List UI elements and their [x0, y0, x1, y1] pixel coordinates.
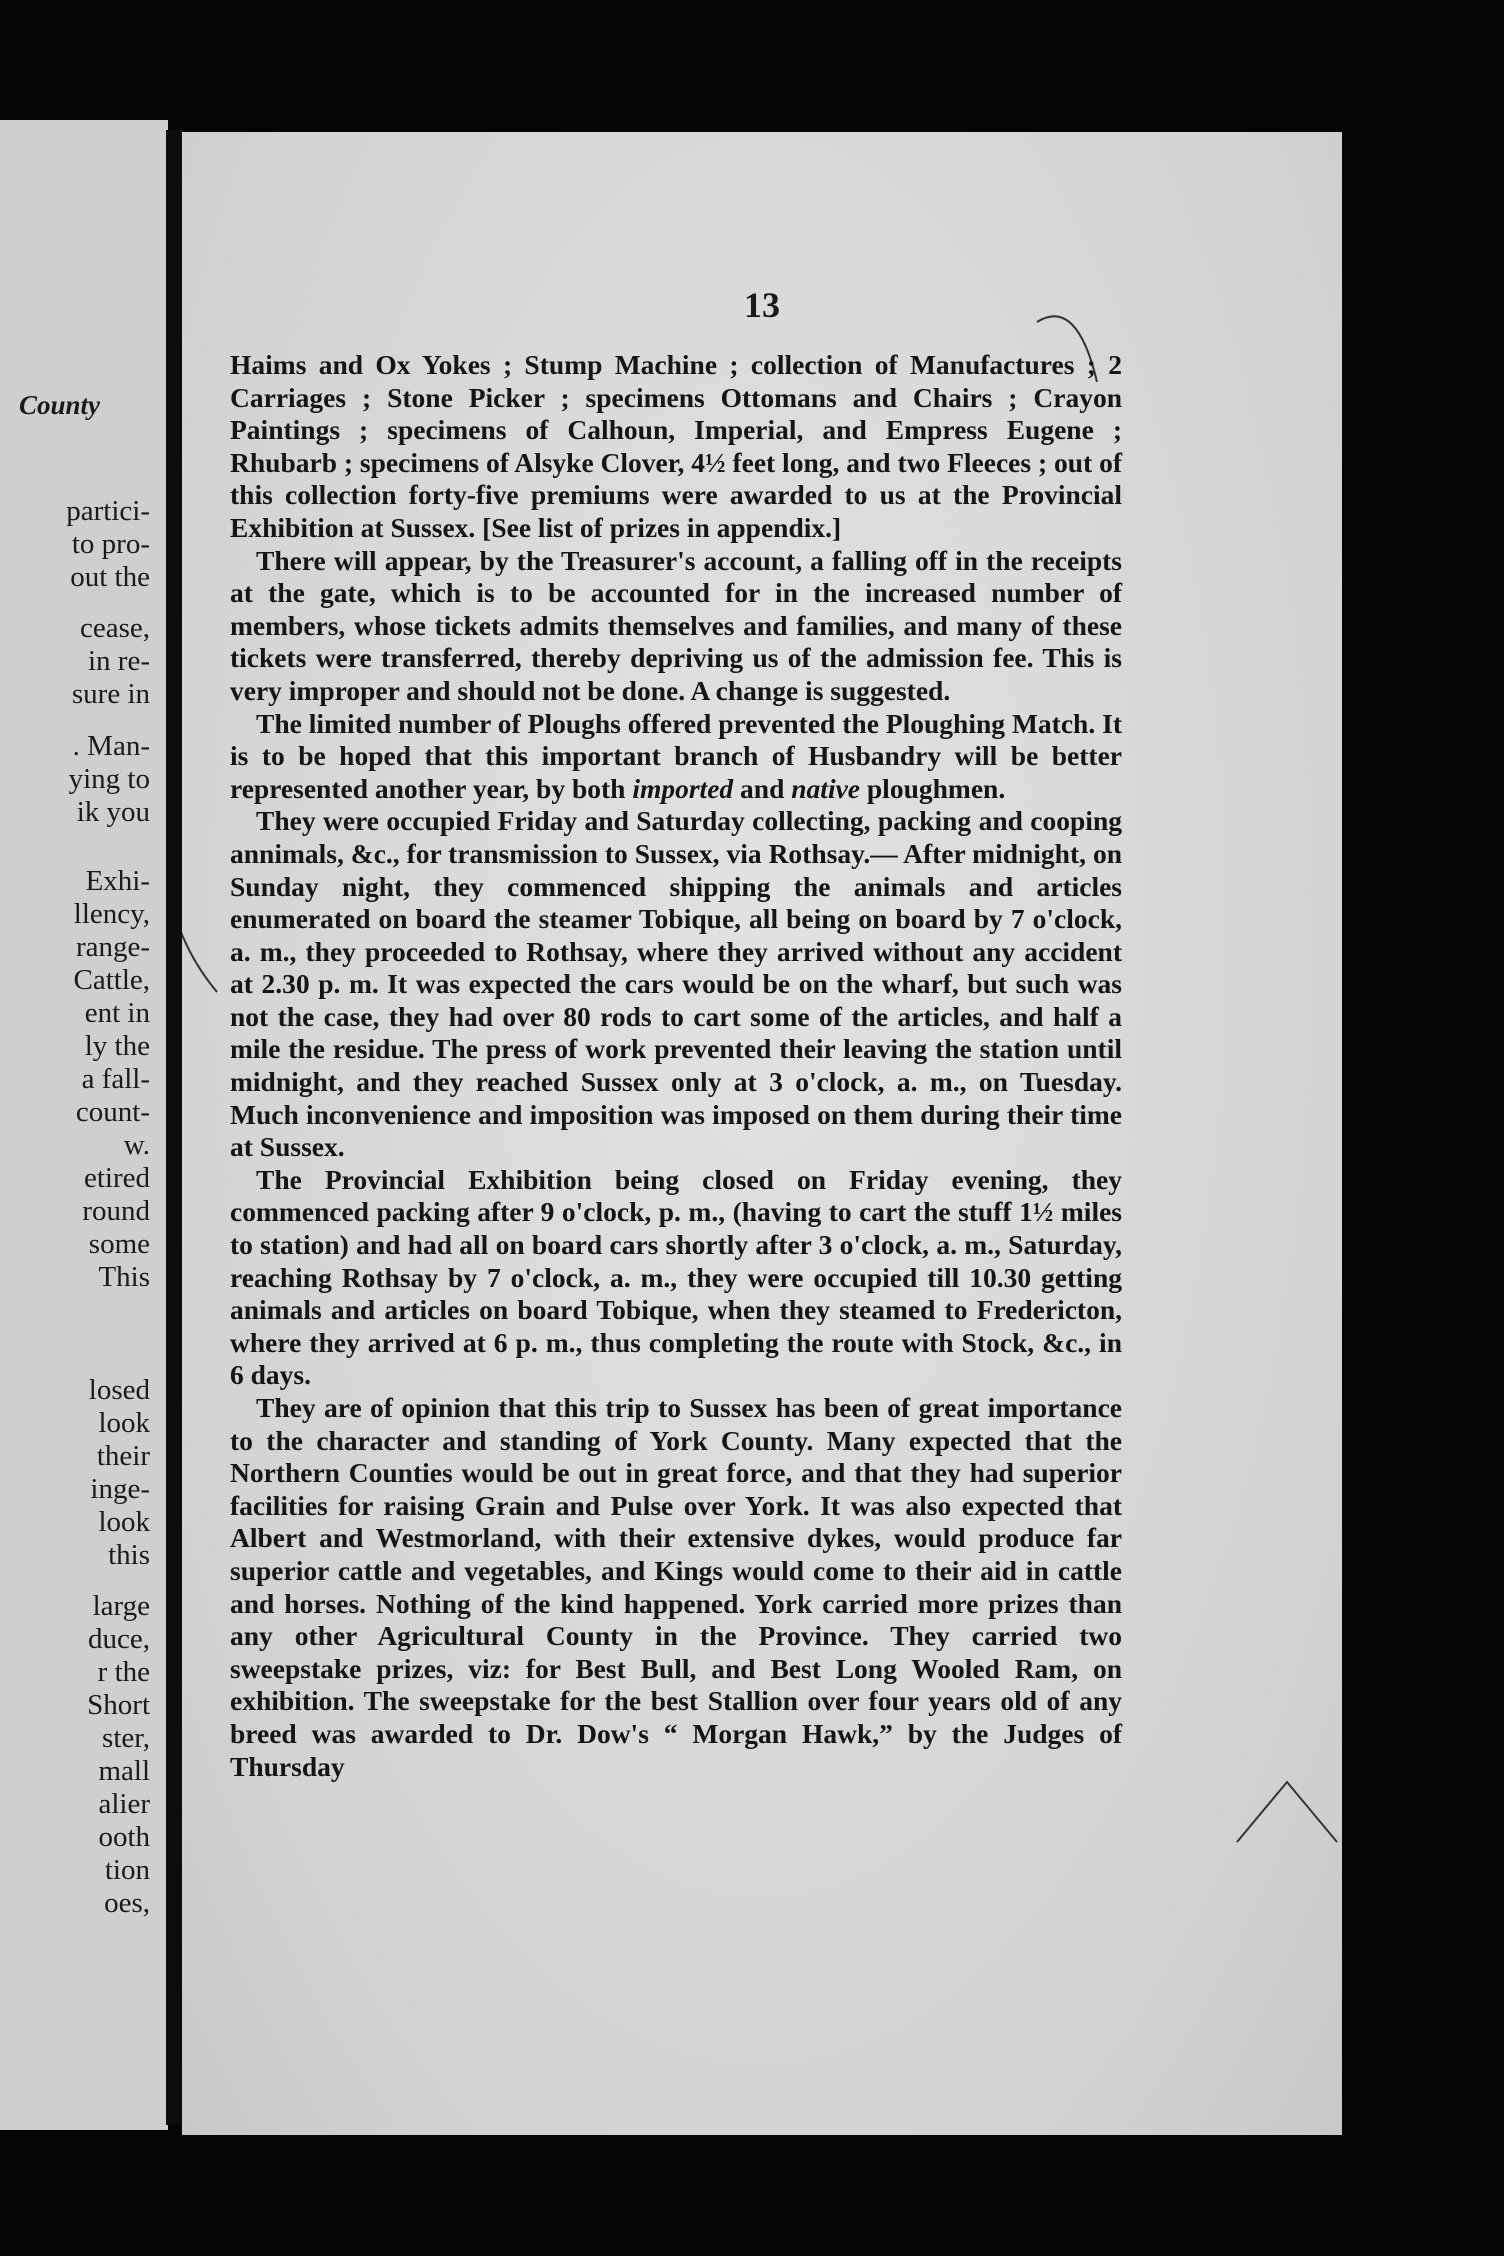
left-page-line: alier — [98, 1788, 150, 1820]
italic-word: native — [791, 772, 861, 804]
paragraph-text: ploughmen. — [860, 772, 1006, 804]
left-page-line: ent in — [84, 997, 150, 1029]
left-page-line: llency, — [73, 898, 150, 930]
left-page-line: Exhi- — [85, 865, 150, 897]
left-page-line: ooth — [98, 1821, 150, 1853]
paragraph: They are of opinion that this trip to Sussex has been of great importance to the character and standing of York County. Many expected that the Northern Counties would be out in great force, and that they had superior facilities for raising Grain and Pulse over York. It was also expected that Albert and Westmorland, with their extensive dykes, would produce far superior cattle and vegetables, and Kings would come to their aid in cattle and horses. Nothing of the kind happened. York carried more prizes than any other Agricultural County in the Province. They carried two sweepstake prizes, viz: for Best Bull, and Best Long Wooled Ram, on exhibition. The sweepstake for the best Stallion over four years old of any breed was awarded to Dr. Dow's “ Morgan Hawk,” by the Judges of Thursday — [230, 1392, 1122, 1782]
paragraph — [230, 708, 1122, 806]
pencil-mark — [1232, 1772, 1342, 1862]
left-page-line: etired — [83, 1162, 150, 1194]
left-page-line: Cattle, — [73, 964, 150, 996]
left-page-line: some — [88, 1228, 150, 1260]
left-page-line: partici- — [66, 495, 150, 527]
left-page-fragment — [0, 120, 168, 2130]
left-page-line: count- — [75, 1096, 150, 1128]
left-page-line: oes, — [104, 1887, 150, 1919]
left-page-line: round — [82, 1195, 150, 1227]
pencil-mark — [182, 922, 227, 1002]
left-page-line: in re- — [88, 645, 150, 677]
left-page-line: This — [98, 1261, 150, 1293]
page-number: 13 — [744, 285, 780, 325]
paragraph-text: The limited number of Ploughs offered prevented the Ploughing Match. It is to be hoped that this important branch of Husbandry will be better represented another year, by both — [230, 707, 1122, 804]
paragraph-text: and — [733, 772, 792, 804]
left-page-line: duce, — [88, 1623, 150, 1655]
left-page-line: look — [98, 1506, 150, 1538]
paragraph: Haims and Ox Yokes ; Stump Machine ; collection of Manufactures ; 2 Carriages ; Stone Picker ; specimens Ottomans and Chairs ; Crayon Paintings ; specimens of Calhoun, Imperial, and Empress Eugene ; Rhubarb ; specimens of Alsyke Clover, 4½ feet long, and two Fleeces ; out of this collection forty-five premiums were awarded to us at the Provincial Exhibition at Sussex. [See list of prizes in appendix.] — [230, 349, 1122, 543]
left-page-line: to pro- — [71, 528, 150, 560]
left-page-line: range- — [75, 931, 150, 963]
book-page — [182, 132, 1342, 2135]
left-page-line: r the — [97, 1656, 150, 1688]
left-page-line: ik you — [76, 796, 150, 828]
italic-word: imported — [632, 772, 734, 804]
left-page-line: their — [96, 1440, 150, 1472]
left-page-line: tion — [104, 1854, 150, 1886]
left-page-line: ster, — [102, 1722, 150, 1754]
left-page-line: sure in — [71, 678, 150, 710]
left-page-line: this — [108, 1539, 150, 1571]
left-page-line: cease, — [79, 612, 150, 644]
left-page-line: large — [92, 1590, 150, 1622]
paragraph: They were occupied Friday and Saturday collecting, packing and cooping annimals, &c., for transmission to Sussex, via Rothsay.— After midnight, on Sunday night, they commenced shipping the animals and articles enumerated on board the steamer Tobique, all being on board by 7 o'clock, a. m., they proceeded to Rothsay, where they arrived without any accident at 2.30 p. m. It was expected the cars would be on the wharf, but such was not the case, they had over 80 rods to cart some of the articles, and half a mile the residue. The press of work prevented their leaving the station until midnight, and they reached Sussex only at 3 o'clock, a. m., on Tuesday. Much inconvenience and imposition was imposed on them during their time at Sussex. — [230, 805, 1122, 1163]
left-page-line: out the — [70, 561, 150, 593]
page-body — [230, 349, 1122, 1783]
left-page-line: ly the — [84, 1030, 150, 1062]
left-page-line: a fall- — [81, 1063, 150, 1095]
left-page-line: losed — [88, 1374, 150, 1406]
left-page-line: look — [98, 1407, 150, 1439]
left-page-line: County — [18, 390, 100, 420]
left-page-line: inge- — [90, 1473, 150, 1505]
paragraph: There will appear, by the Treasurer's account, a falling off in the receipts at the gate, which is to be accounted for in the increased number of members, whose tickets admits themselves and families, and many of these tickets were transferred, thereby depriving us of the admission fee. This is very improper and should not be done. A change is suggested. — [230, 544, 1122, 706]
left-page-line: ying to — [68, 763, 150, 795]
left-page-line: mall — [98, 1755, 150, 1787]
left-page-line: Short — [87, 1689, 150, 1721]
left-page-line: w. — [123, 1129, 150, 1161]
left-page-line: . Man- — [72, 730, 150, 762]
paragraph: The Provincial Exhibition being closed on Friday evening, they commenced packing after 9 o'clock, p. m., (having to cart the stuff 1½ miles to station) and had all on board cars shortly after 3 o'clock, a. m., Saturday, reaching Rothsay by 7 o'clock, a. m., they were occupied till 10.30 getting animals and articles on board Tobique, when they steamed to Fredericton, where they arrived at 6 p. m., thus completing the route with Stock, &c., in 6 days. — [230, 1163, 1122, 1391]
